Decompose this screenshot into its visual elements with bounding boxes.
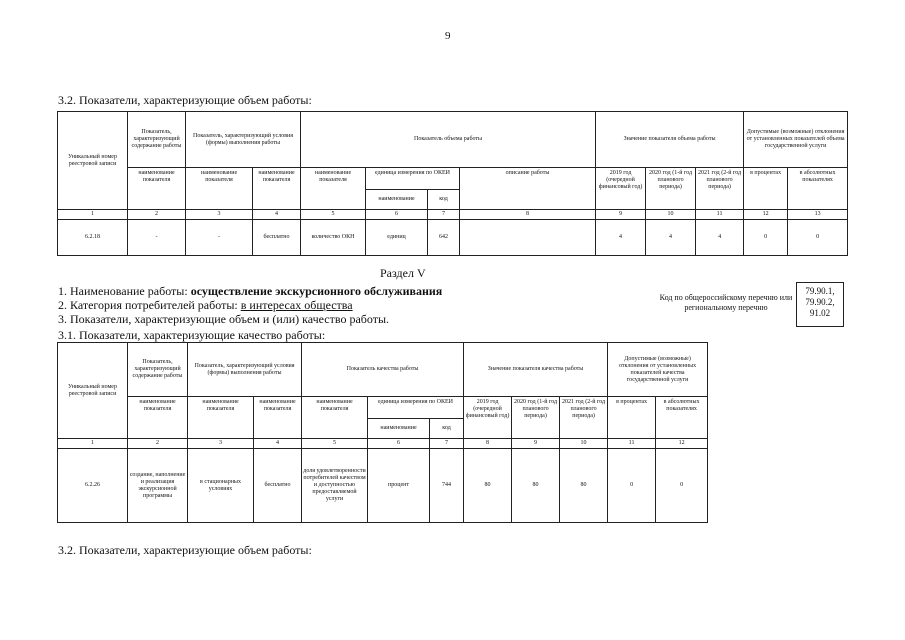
table-cell (460, 220, 596, 256)
col-number: 11 (608, 439, 656, 449)
hdr-in-absolute: в абсолютных показателях (656, 397, 708, 439)
section-title: Раздел V (380, 266, 426, 280)
hdr-y2019: 2019 год (очередной финансовый год) (464, 397, 512, 439)
code-line: 79.90.2, (805, 297, 835, 307)
hdr-in-percent: в процентах (744, 168, 788, 210)
hdr-deviations: Допустимые (возможные) отклонения от установленных показателей качества государственной услуги (608, 343, 708, 397)
section-heading-volume-top: 3.2. Показатели, характеризующие объем работы: (58, 93, 312, 107)
table-cell: 80 (512, 449, 560, 523)
indicators-line: 3. Показатели, характеризующие объем и (или) качество работы. (58, 312, 390, 326)
hdr-indicator-name-5: наименование показателя (302, 397, 368, 439)
hdr-y2020: 2020 год (1-й год планового периода) (646, 168, 696, 210)
table-cell: 6.2.26 (58, 449, 128, 523)
quality-table (57, 342, 708, 523)
table-cell: 0 (788, 220, 848, 256)
table-cell: бесплатно (254, 449, 302, 523)
col-number: 11 (696, 210, 744, 220)
hdr-indicator-name-4: наименование показателя (254, 397, 302, 439)
section-heading-volume-bottom: 3.2. Показатели, характеризующие объем работы: (58, 543, 312, 557)
hdr-in-percent: в процентах (608, 397, 656, 439)
col-number: 6 (368, 439, 430, 449)
hdr-deviations: Допустимые (возможные) отклонения от установленных показателей объема государственной услуги (744, 112, 848, 168)
col-number: 8 (464, 439, 512, 449)
table-cell: 0 (744, 220, 788, 256)
hdr-conditions-indicator: Показатель, характеризующий условия (формы) выполнения работы (186, 112, 301, 168)
hdr-unique-no: Уникальный номер реестровой записи (58, 343, 128, 439)
table-cell: 0 (656, 449, 708, 523)
hdr-indicator-name-2: наименование показателя (128, 168, 186, 210)
table-cell: 80 (560, 449, 608, 523)
hdr-unit-code: код (428, 190, 460, 210)
table-cell: 80 (464, 449, 512, 523)
table-cell: 642 (428, 220, 460, 256)
table-cell: 4 (646, 220, 696, 256)
table-cell: доля удовлетворенности потребителей качеством и доступностью предоставляемой услуги (302, 449, 368, 523)
hdr-conditions-indicator: Показатель, характеризующий условия (формы) выполнения работы (188, 343, 302, 397)
table-cell: количество ОКН (301, 220, 366, 256)
work-name-line (58, 284, 442, 299)
work-name-label: 1. Наименование работы: (58, 284, 191, 298)
col-number: 1 (58, 210, 128, 220)
hdr-unit-okei: единица измерения по ОКЕИ (366, 168, 460, 190)
consumer-category-value: в интересах общества (240, 298, 353, 312)
work-name-value: осуществление экскурсионного обслуживания (190, 284, 443, 298)
col-number: 12 (744, 210, 788, 220)
hdr-unit-name: наименование (366, 190, 428, 210)
table-cell: 744 (430, 449, 464, 523)
hdr-unit-name: наименование (368, 419, 430, 439)
section-heading-quality: 3.1. Показатели, характеризующие качество работы: (58, 328, 326, 342)
hdr-y2021: 2021 год (2-й год планового периода) (560, 397, 608, 439)
col-number: 1 (58, 439, 128, 449)
table-cell: бесплатно (253, 220, 301, 256)
hdr-y2021: 2021 год (2-й год планового периода) (696, 168, 744, 210)
col-number: 4 (253, 210, 301, 220)
table-cell: 0 (608, 449, 656, 523)
hdr-quality-value: Значение показателя качества работы (464, 343, 608, 397)
hdr-content-indicator: Показатель, характеризующий содержание работы (128, 112, 186, 168)
table-cell: - (128, 220, 186, 256)
hdr-y2020: 2020 год (1-й год планового периода) (512, 397, 560, 439)
hdr-unit-code: код (430, 419, 464, 439)
hdr-volume-value: Значение показателя объема работы (596, 112, 744, 168)
hdr-content-indicator: Показатель, характеризующий содержание работы (128, 343, 188, 397)
hdr-unique-no: Уникальный номер реестровой записи (58, 112, 128, 210)
col-number: 13 (788, 210, 848, 220)
code-label: Код по общероссийскому перечню или региональному перечню (659, 293, 793, 312)
hdr-indicator-name-4: наименование показателя (253, 168, 301, 210)
consumer-category-line (58, 298, 353, 313)
hdr-indicator-name-2: наименование показателя (128, 397, 188, 439)
volume-table-top (57, 111, 848, 256)
col-number: 9 (596, 210, 646, 220)
table-cell: - (186, 220, 253, 256)
table-cell: 4 (696, 220, 744, 256)
table-cell: 4 (596, 220, 646, 256)
table-cell: процент (368, 449, 430, 523)
col-number: 5 (301, 210, 366, 220)
col-number: 7 (430, 439, 464, 449)
hdr-indicator-name-3: наименование показателя (186, 168, 253, 210)
col-number: 8 (460, 210, 596, 220)
hdr-indicator-name-3: наименование показателя (188, 397, 254, 439)
hdr-volume-indicator: Показатель объема работы (301, 112, 596, 168)
col-number: 12 (656, 439, 708, 449)
col-number: 10 (646, 210, 696, 220)
table-cell: создание, наполнение и реализация экскурсионной программы (128, 449, 188, 523)
col-number: 3 (186, 210, 253, 220)
table-cell: единиц (366, 220, 428, 256)
hdr-in-absolute: в абсолютных показателях (788, 168, 848, 210)
col-number: 10 (560, 439, 608, 449)
hdr-unit-okei: единица измерения по ОКЕИ (368, 397, 464, 419)
code-box (796, 282, 844, 327)
table-cell: 6.2.18 (58, 220, 128, 256)
hdr-quality-indicator: Показатель качества работы (302, 343, 464, 397)
col-number: 4 (254, 439, 302, 449)
code-line: 91.02 (809, 308, 831, 318)
col-number: 3 (188, 439, 254, 449)
col-number: 2 (128, 439, 188, 449)
hdr-work-description: описание работы (460, 168, 596, 210)
hdr-indicator-name-5: наименование показателя (301, 168, 366, 210)
hdr-y2019: 2019 год (очередной финансовый год) (596, 168, 646, 210)
table-cell: в стационарных условиях (188, 449, 254, 523)
col-number: 5 (302, 439, 368, 449)
col-number: 2 (128, 210, 186, 220)
consumer-category-label: 2. Категория потребителей работы: (58, 298, 241, 312)
code-line: 79.90.1, (805, 286, 835, 296)
col-number: 9 (512, 439, 560, 449)
page-number: 9 (445, 30, 451, 42)
col-number: 7 (428, 210, 460, 220)
col-number: 6 (366, 210, 428, 220)
